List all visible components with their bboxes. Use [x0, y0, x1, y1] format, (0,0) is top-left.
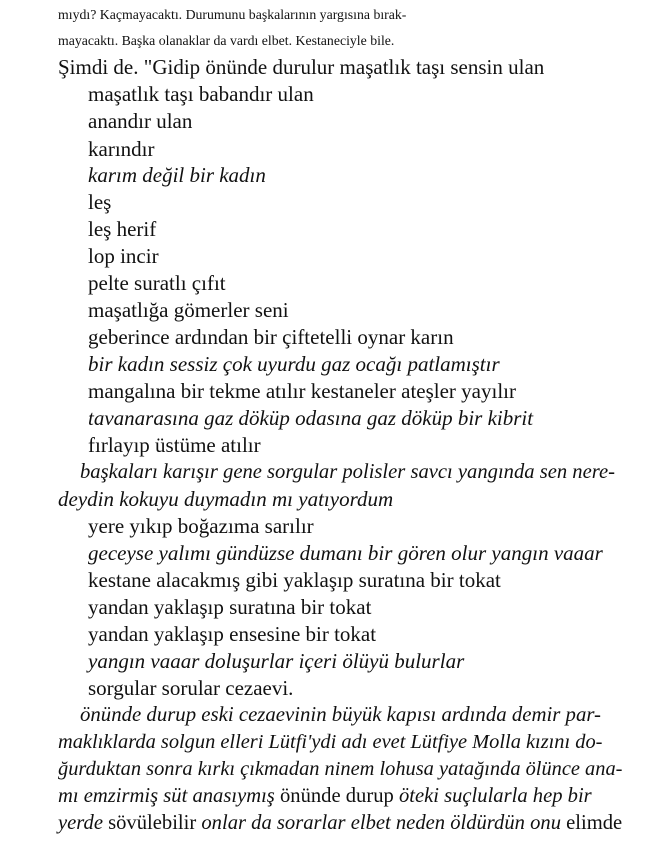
- text-line: [88, 136, 154, 162]
- text-segment: kestane alacakmış gibi yaklaşıp suratına bir tokat: [88, 568, 501, 592]
- text-segment: maşatlığa gömerler seni: [88, 298, 289, 322]
- text-line: [58, 783, 592, 809]
- text-line: [88, 351, 500, 377]
- text-line: [58, 810, 622, 836]
- text-line: [88, 567, 501, 593]
- text-line: [88, 324, 454, 350]
- text-line: [88, 108, 192, 134]
- text-line: [88, 378, 516, 404]
- text-segment: yerde: [58, 812, 109, 834]
- text-segment: mangalına bir tekme atılır kestaneler ateşler yayılır: [88, 379, 516, 403]
- text-line: [88, 675, 293, 701]
- text-line: [88, 540, 603, 566]
- text-line: [58, 756, 622, 782]
- text-segment: pelte suratlı çıfıt: [88, 271, 226, 295]
- text-segment: geceyse yalımı gündüzse dumanı bir gören olur yangın vaaar: [88, 541, 603, 565]
- text-line: [58, 28, 661, 54]
- text-segment: Şimdi de. "Gidip önünde durulur maşatlık taşı sensin ulan: [58, 55, 545, 79]
- text-segment: deydin kokuyu duymadın mı yatıyordum: [58, 487, 394, 511]
- text-segment: sorgular sorular cezaevi.: [88, 676, 294, 700]
- text-line: [80, 459, 615, 485]
- text-segment: onlar da sorarlar elbet neden öldürdün onu: [201, 812, 567, 834]
- text-segment: yere yıkıp boğazıma sarılır: [88, 514, 314, 538]
- text-segment: yandan yaklaşıp suratına bir tokat: [88, 595, 372, 619]
- text-segment: önünde durup: [279, 785, 399, 807]
- text-segment: geberince ardından bir çiftetelli oynar karın: [88, 325, 454, 349]
- text-segment: mı emzirmiş süt anasıymış: [58, 785, 280, 807]
- text-segment: maşatlık taşı babandır ulan: [88, 82, 314, 106]
- text-line: [80, 702, 601, 728]
- text-segment: mıydı? Kaçmayacaktı. Durumunu başkalarının yargısına bırak-: [58, 7, 407, 22]
- text-segment: sövülebilir: [108, 812, 202, 834]
- text-line: [58, 2, 661, 28]
- text-segment: fırlayıp üstüme atılır: [88, 433, 261, 457]
- text-line: [88, 216, 156, 242]
- text-segment: lop incir: [88, 244, 159, 268]
- text-line: [88, 162, 266, 188]
- text-segment: karım değil bir kadın: [88, 163, 266, 187]
- text-segment: önünde durup eski cezaevinin büyük kapısı ardında demir par-: [80, 703, 601, 726]
- text-segment: leş: [88, 190, 112, 214]
- text-line: [88, 189, 111, 215]
- text-segment: karındır: [88, 137, 155, 161]
- text-line: [58, 486, 393, 512]
- text-segment: yangın vaaar doluşurlar içeri ölüyü bulurlar: [88, 649, 465, 673]
- text-line: [88, 621, 376, 647]
- text-line: [88, 405, 533, 431]
- text-segment: öteki suçlularla hep bir: [398, 785, 592, 807]
- text-line: [88, 81, 314, 107]
- text-segment: başkaları karışır gene sorgular polisler savcı yangında sen nere-: [80, 461, 615, 483]
- text-segment: yandan yaklaşıp ensesine bir tokat: [88, 622, 377, 646]
- text-line: [58, 54, 544, 80]
- text-segment: mayacaktı. Başka olanaklar da vardı elbet. Kestaneciyle bile.: [58, 33, 395, 48]
- text-line: [88, 297, 289, 323]
- text-line: [88, 648, 464, 674]
- text-segment: tavanarasına gaz döküp odasına gaz döküp bir kibrit: [88, 406, 534, 430]
- text-line: [58, 729, 602, 755]
- text-line: [88, 270, 226, 296]
- text-line: [88, 243, 159, 269]
- text-line: [88, 432, 261, 458]
- text-line: [88, 594, 371, 620]
- text-segment: leş herif: [88, 217, 157, 241]
- text-segment: maklıklarda solgun elleri Lütfi'ydi adı evet Lütfiye Molla kızını do-: [58, 731, 603, 753]
- text-segment: ğurduktan sonra kırkı çıkmadan ninem lohusa yatağında ölünce ana-: [58, 758, 623, 780]
- text-segment: elimde: [566, 812, 623, 834]
- text-line: [88, 513, 314, 539]
- text-segment: anandır ulan: [88, 109, 193, 133]
- text-segment: bir kadın sessiz çok uyurdu gaz ocağı patlamıştır: [88, 352, 500, 376]
